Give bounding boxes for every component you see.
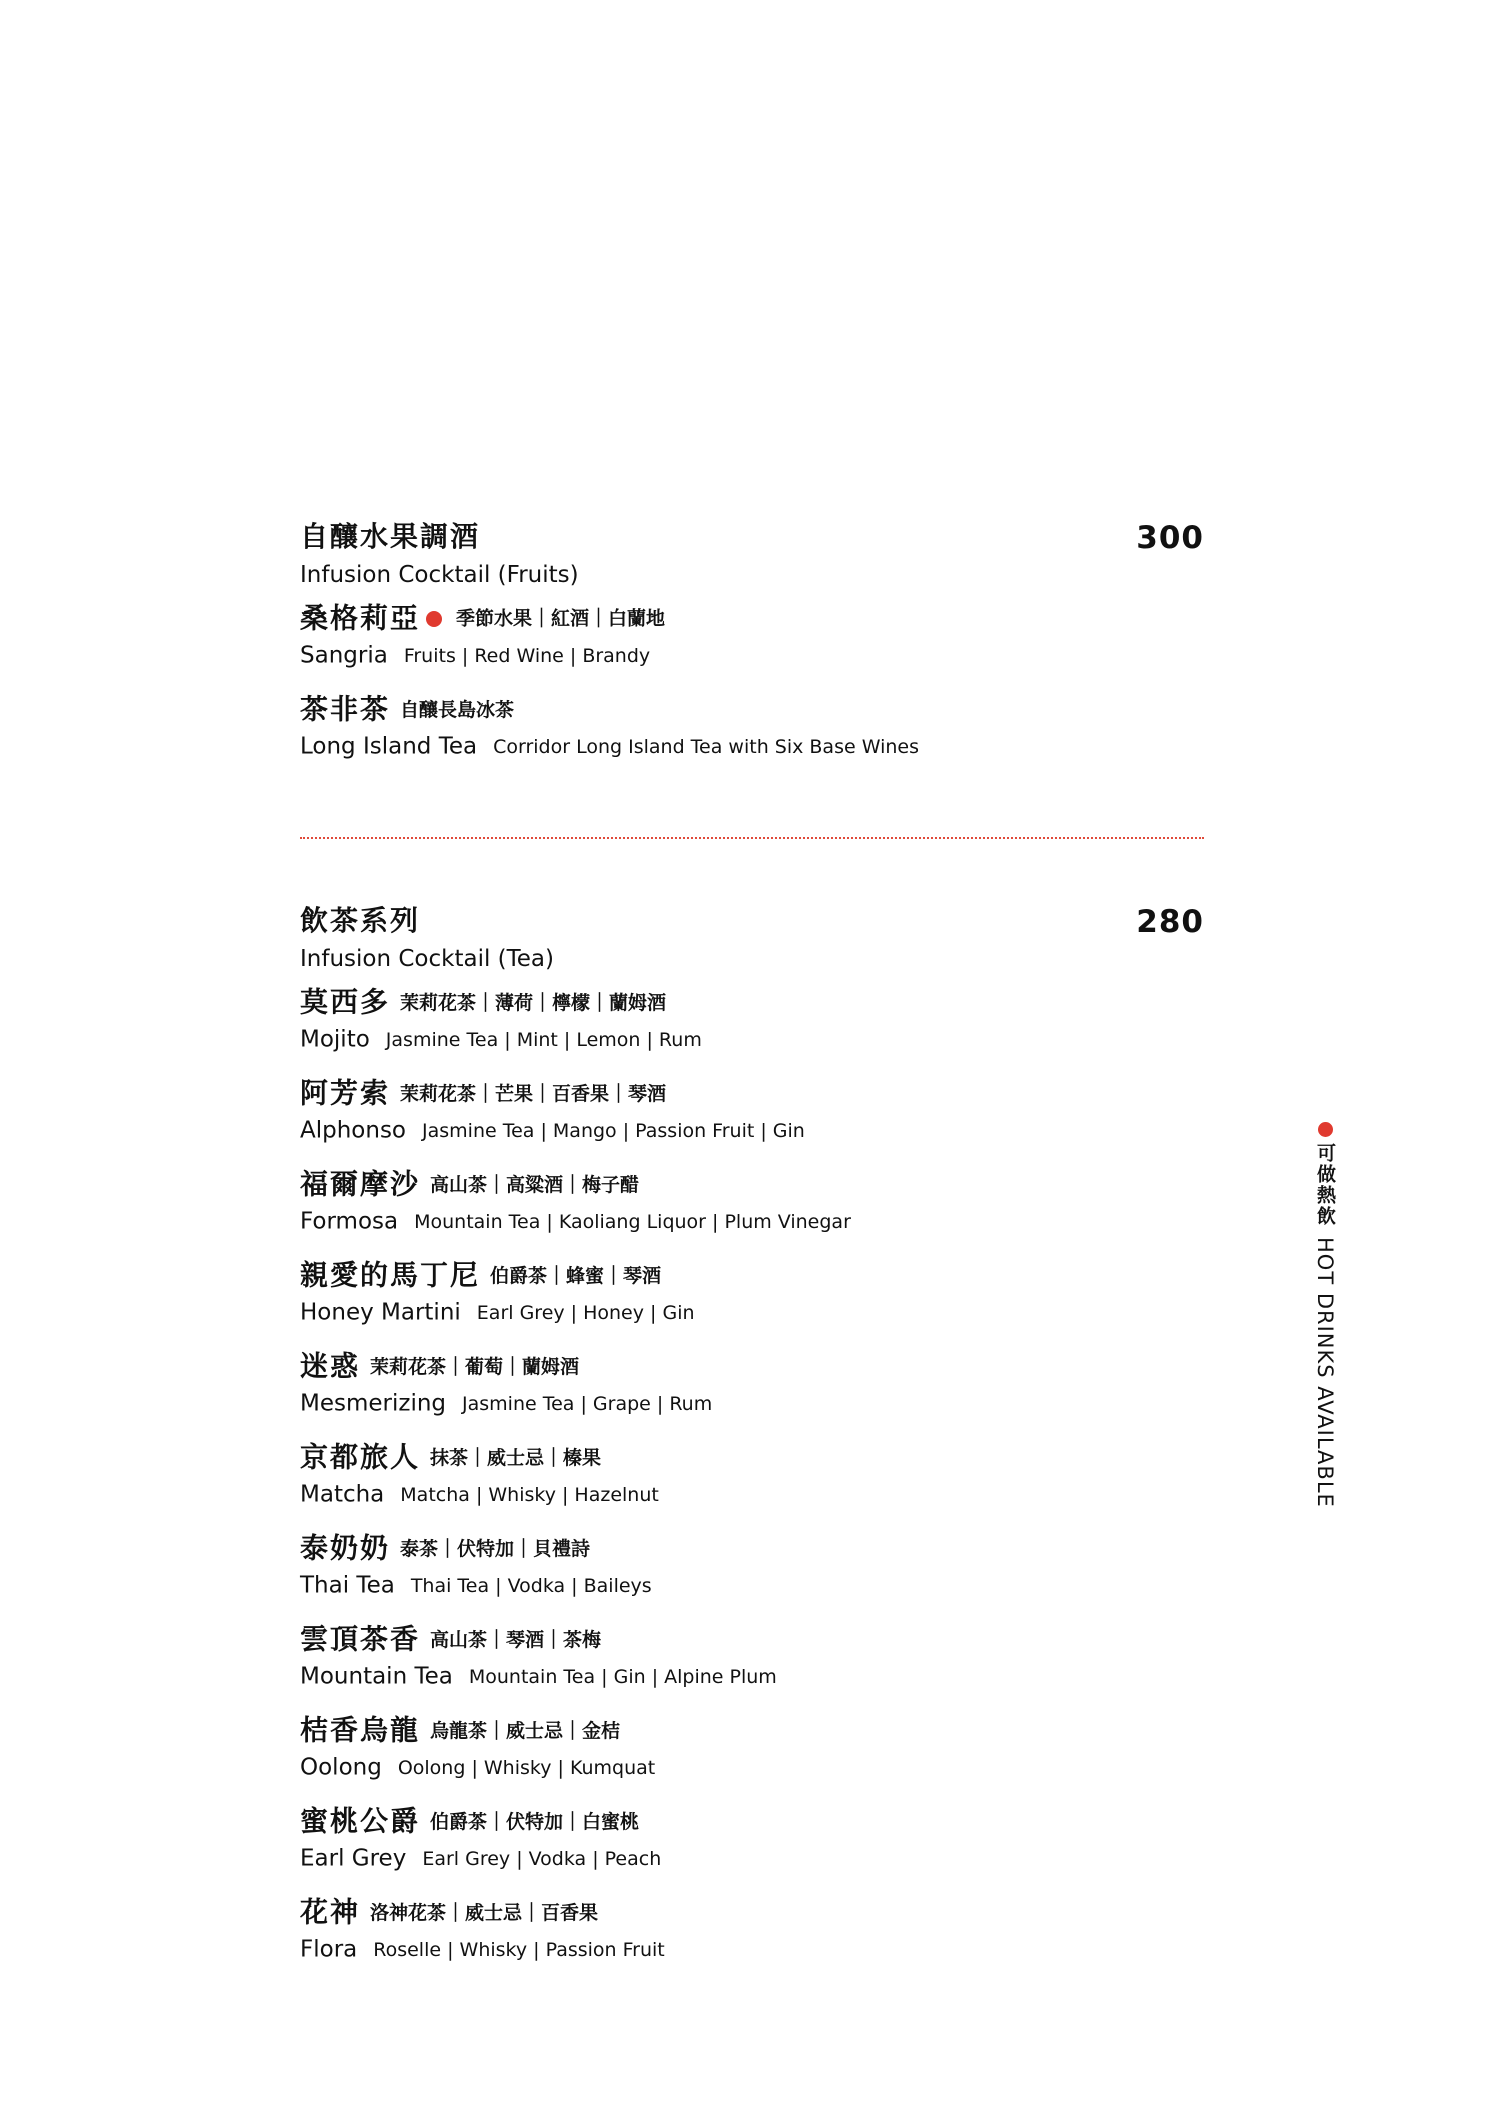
item-name-en: Mountain Tea	[300, 1663, 453, 1690]
hot-drinks-label-en: HOT DRINKS AVAILABLE	[1313, 1237, 1337, 1508]
item-name-zh: 莫西多	[300, 985, 391, 1019]
item-name-zh: 雲頂茶香	[300, 1622, 421, 1656]
item-ingredients-en: Jasmine Tea | Mint | Lemon | Rum	[385, 1028, 702, 1051]
item-name-en: Matcha	[300, 1481, 385, 1508]
hot-drink-dot-icon	[426, 611, 442, 627]
item-name-en: Earl Grey	[300, 1845, 407, 1872]
item-name-en: Flora	[300, 1936, 358, 1963]
item-name-zh: 迷惑	[300, 1349, 361, 1383]
section-title-en: Infusion Cocktail (Fruits)	[300, 562, 579, 588]
hot-drinks-label-zh: 可做熱飲	[1314, 1143, 1336, 1227]
item-name-en: Honey Martini	[300, 1299, 461, 1326]
item-ingredients-zh: 茉莉花茶｜薄荷｜檸檬｜蘭姆酒	[400, 991, 667, 1014]
item-name-en: Sangria	[300, 642, 388, 669]
section-header	[300, 904, 1204, 984]
item-ingredients-en: Jasmine Tea | Mango | Passion Fruit | Gin	[422, 1119, 805, 1142]
menu-item-mountain-tea	[300, 1621, 1204, 1712]
item-name-en: Formosa	[300, 1208, 399, 1235]
item-ingredients-en: Corridor Long Island Tea with Six Base Wines	[493, 735, 919, 758]
item-ingredients-en: Thai Tea | Vodka | Baileys	[410, 1574, 652, 1597]
item-name-zh: 花神	[300, 1895, 361, 1929]
menu-item-alphonso	[300, 1075, 1204, 1166]
item-name-zh: 阿芳索	[300, 1076, 391, 1110]
item-ingredients-zh: 茉莉花茶｜芒果｜百香果｜琴酒	[400, 1082, 667, 1105]
item-name-en: Oolong	[300, 1754, 382, 1781]
item-name-zh: 福爾摩沙	[300, 1167, 421, 1201]
menu-item-mojito	[300, 984, 1204, 1075]
menu-item-mesmerizing	[300, 1348, 1204, 1439]
item-ingredients-zh: 抹茶｜威士忌｜榛果	[430, 1446, 602, 1469]
item-ingredients-en: Fruits | Red Wine | Brandy	[403, 644, 651, 667]
section-title-zh: 自釀水果調酒	[300, 520, 481, 553]
item-name-en: Long Island Tea	[300, 733, 478, 760]
menu-item-honey-martini	[300, 1257, 1204, 1348]
section-title-en: Infusion Cocktail (Tea)	[300, 946, 554, 972]
item-name-zh: 泰奶奶	[300, 1531, 391, 1565]
item-name-en: Mojito	[300, 1026, 370, 1053]
menu-item-thai-tea	[300, 1530, 1204, 1621]
item-ingredients-zh: 季節水果｜紅酒｜白蘭地	[456, 607, 666, 630]
item-ingredients-en: Jasmine Tea | Grape | Rum	[462, 1392, 713, 1415]
menu-item-formosa	[300, 1166, 1204, 1257]
item-ingredients-zh: 洛神花茶｜威士忌｜百香果	[370, 1901, 599, 1924]
item-ingredients-en: Earl Grey | Honey | Gin	[476, 1301, 695, 1324]
item-ingredients-zh: 泰茶｜伏特加｜貝禮詩	[400, 1537, 591, 1560]
item-ingredients-zh: 烏龍茶｜威士忌｜金桔	[430, 1719, 621, 1742]
menu-item-earl-grey	[300, 1803, 1204, 1894]
section-price: 300	[1136, 520, 1204, 556]
item-ingredients-en: Matcha | Whisky | Hazelnut	[400, 1483, 659, 1506]
item-list	[300, 600, 1204, 782]
item-ingredients-zh: 高山茶｜琴酒｜茶梅	[430, 1628, 602, 1651]
item-name-zh: 桔香烏龍	[300, 1713, 421, 1747]
section-header	[300, 520, 1204, 600]
item-name-zh: 京都旅人	[300, 1440, 421, 1474]
section-title-zh: 飲茶系列	[300, 904, 421, 937]
dotted-divider	[300, 837, 1204, 839]
section-fruit-cocktails	[300, 520, 1204, 782]
item-ingredients-en: Mountain Tea | Kaoliang Liquor | Plum Vinegar	[414, 1210, 851, 1233]
item-name-en: Thai Tea	[300, 1572, 395, 1599]
menu-item-flora	[300, 1894, 1204, 1985]
item-name-zh: 親愛的馬丁尼	[300, 1258, 481, 1292]
section-tea-cocktails	[300, 904, 1204, 1985]
item-ingredients-zh: 茉莉花茶｜葡萄｜蘭姆酒	[370, 1355, 580, 1378]
item-list	[300, 984, 1204, 1985]
item-ingredients-en: Mountain Tea | Gin | Alpine Plum	[468, 1665, 777, 1688]
hot-drink-dot-icon	[1318, 1122, 1333, 1137]
item-ingredients-en: Oolong | Whisky | Kumquat	[397, 1756, 656, 1779]
section-price: 280	[1136, 904, 1204, 940]
menu-item-long-island-tea	[300, 691, 1204, 782]
item-name-en: Alphonso	[300, 1117, 407, 1144]
item-ingredients-zh: 伯爵茶｜蜂蜜｜琴酒	[490, 1264, 662, 1287]
item-ingredients-zh: 自釀長島冰茶	[400, 698, 515, 721]
item-name-zh: 茶非茶	[300, 692, 391, 726]
menu-item-oolong	[300, 1712, 1204, 1803]
item-ingredients-en: Roselle | Whisky | Passion Fruit	[373, 1938, 665, 1961]
menu-item-sangria	[300, 600, 1204, 691]
item-ingredients-zh: 高山茶｜高粱酒｜梅子醋	[430, 1173, 640, 1196]
menu-item-matcha	[300, 1439, 1204, 1530]
item-name-en: Mesmerizing	[300, 1390, 447, 1417]
item-name-zh: 桑格莉亞	[300, 601, 421, 635]
item-name-zh: 蜜桃公爵	[300, 1804, 421, 1838]
hot-drinks-note	[1310, 1122, 1340, 1508]
item-ingredients-en: Earl Grey | Vodka | Peach	[422, 1847, 662, 1870]
item-ingredients-zh: 伯爵茶｜伏特加｜白蜜桃	[430, 1810, 640, 1833]
